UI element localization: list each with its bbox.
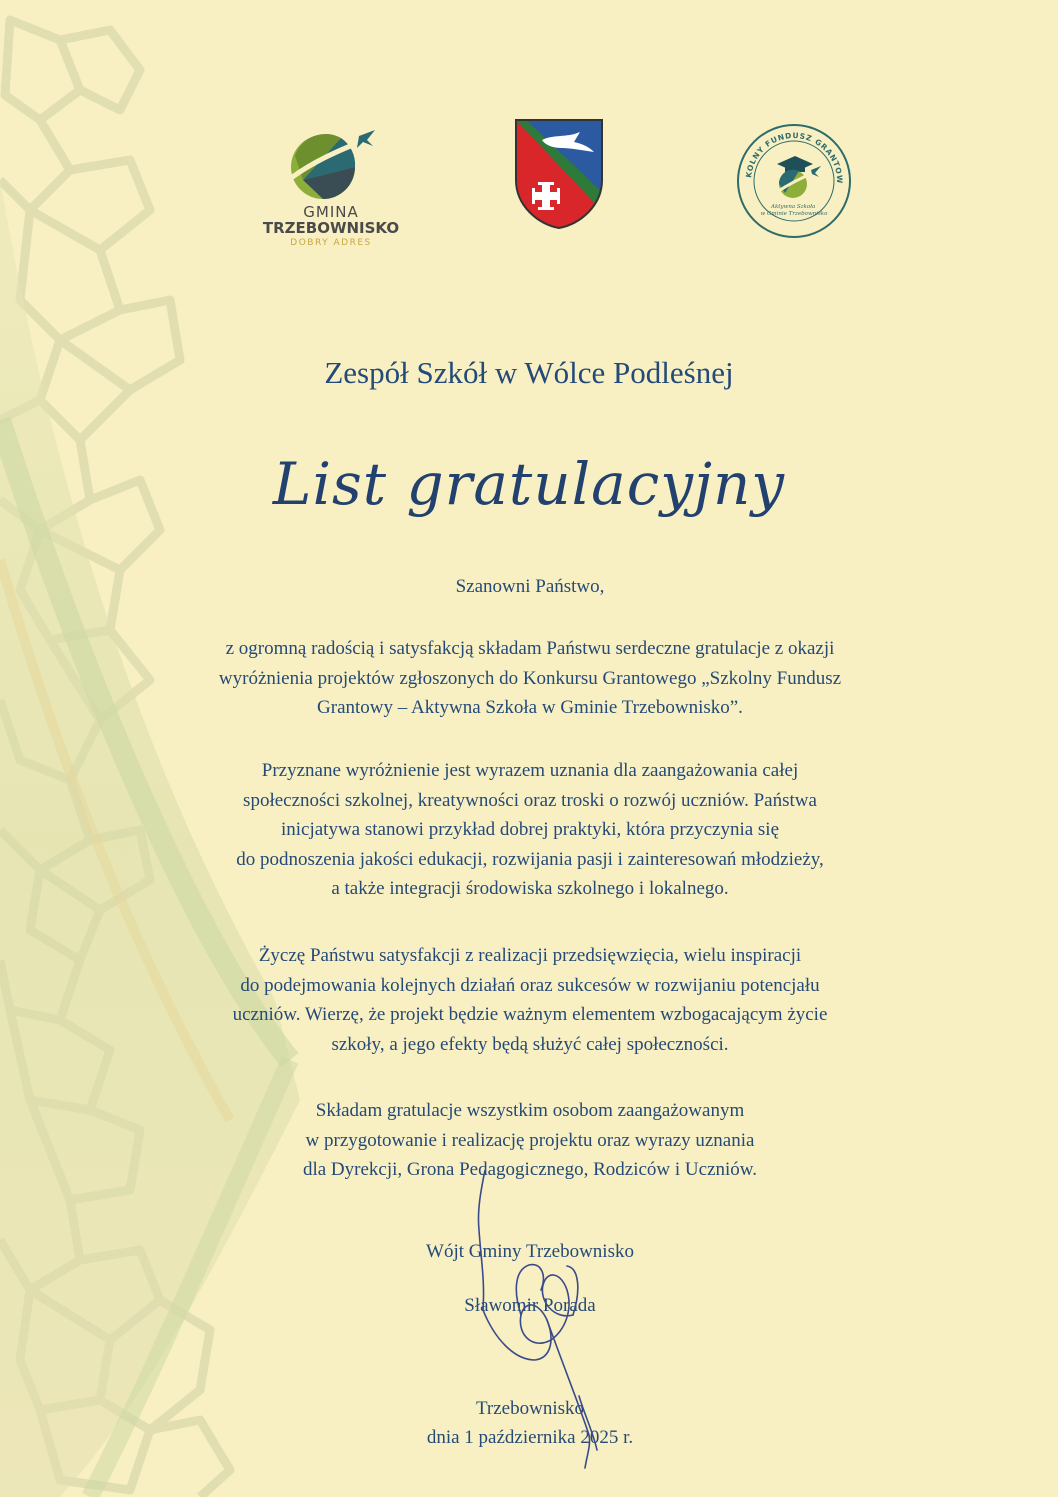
document-title: List gratulacyjny — [272, 450, 786, 518]
place: Trzebownisko — [475, 1398, 585, 1419]
fund-ring-text: KOLNY FUNDUSZ GRANTOW — [744, 130, 845, 185]
gmina-emblem-icon — [283, 122, 379, 202]
coat-of-arms-icon — [514, 118, 604, 230]
gmina-name-line2: TRZEBOWNISKO — [262, 219, 400, 237]
text-line: Przyznane wyróżnienie jest wyrazem uznania dla zaangażowania całej — [261, 760, 799, 781]
text-line: społeczności szkolnej, kreatywności oraz troski o rozwój uczniów. Państwa — [243, 789, 817, 811]
handwritten-signature — [455, 1170, 615, 1470]
gmina-tagline: DOBRY ADRES — [290, 238, 372, 248]
logos-row — [0, 0, 1058, 270]
signatory-name: Sławomir Porada — [464, 1295, 596, 1316]
paragraph-1 — [130, 634, 930, 723]
fund-emblem-icon — [735, 122, 853, 240]
salutation: Szanowni Państwo, — [455, 576, 605, 597]
text-line: Życzę Państwu satysfakcji z realizacji przedsięwzięcia, wielu inspiracji — [258, 945, 802, 966]
text-line: Grantowy – Aktywna Szkoła w Gminie Trzebownisko”. — [317, 697, 743, 718]
text-line: z ogromną radością i satysfakcją składam Państwu serdeczne gratulacje z okazji — [225, 638, 835, 659]
text-line: w przygotowanie i realizację projektu oraz wyrazy uznania — [305, 1129, 755, 1151]
text-line: inicjatywa stanowi przykład dobrej praktyki, która przyczynia się — [280, 819, 780, 840]
text-line: dla Dyrekcji, Grona Pedagogicznego, Rodziców i Uczniów. — [302, 1159, 758, 1180]
signatory-title: Wójt Gminy Trzebownisko — [426, 1241, 634, 1262]
school-title: Zespół Szkół w Wólce Podleśnej — [324, 355, 734, 390]
text-line: Składam gratulacje wszystkim osobom zaangażowanym — [315, 1100, 745, 1121]
text-line: uczniów. Wierzę, że projekt będzie ważnym elementem wzbogacającym życie — [232, 1004, 828, 1025]
text-line: szkoły, a jego efekty będą służyć całej społeczności. — [331, 1033, 729, 1055]
text-line: do podnoszenia jakości edukacji, rozwijania pasji i zainteresowań młodzieży, — [236, 848, 824, 870]
date: dnia 1 października 2025 r. — [426, 1427, 634, 1448]
gmina-name-line1: GMINA — [303, 203, 359, 221]
svg-text:Aktywna Szkoła w Gmi: Aktywna Szkoła w Gminie Trzebownisko — [760, 204, 828, 217]
paragraph-2 — [130, 756, 930, 904]
text-line: wyróżnienia projektów zgłoszonych do Konkursu Grantowego „Szkolny Fundusz — [218, 667, 842, 689]
gmina-logo — [256, 122, 406, 262]
paragraph-3 — [130, 941, 930, 1059]
text-line: do podejmowania kolejnych działań oraz sukcesów w rozwijaniu potencjału — [240, 974, 820, 996]
fund-logo — [735, 122, 853, 240]
text-line: a także integracji środowiska szkolnego i lokalnego. — [331, 878, 729, 899]
